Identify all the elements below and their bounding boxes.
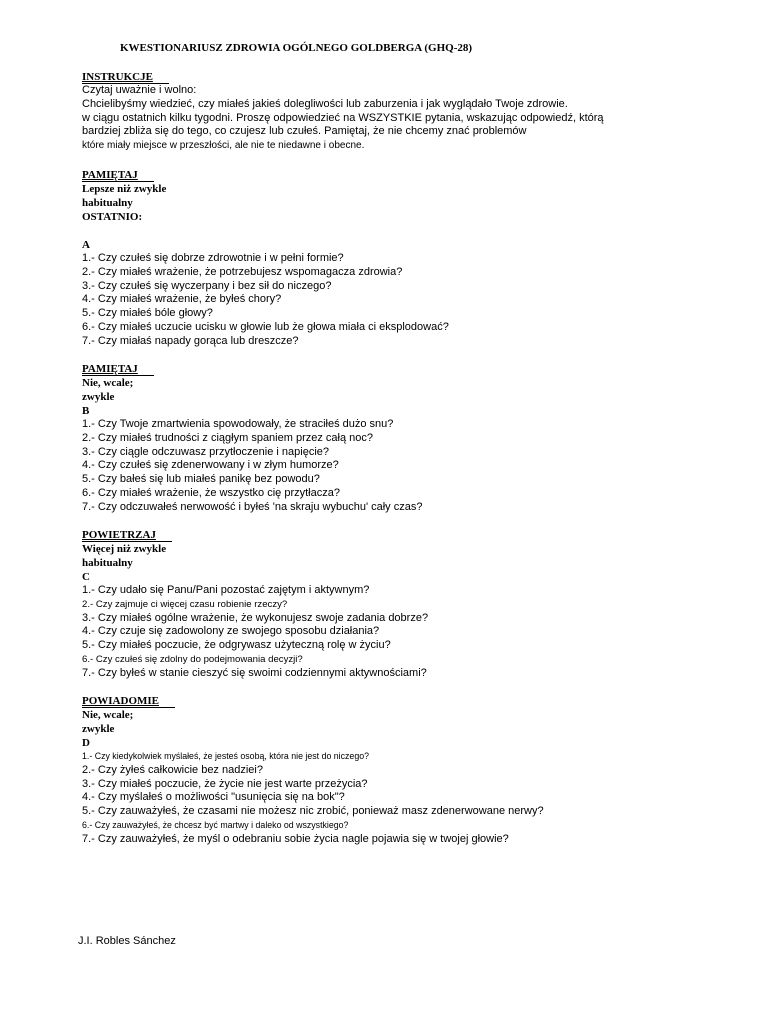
section-c: [82, 528, 428, 681]
section-heading: PAMIĘTAJ: [82, 169, 154, 182]
section-label: habitualny: [82, 197, 133, 209]
section-label: Nie, wcale;: [82, 709, 134, 721]
question-item: 1.- Czy udało się Panu/Pani pozostać zajętym i aktywnym?: [82, 584, 370, 596]
section-label: Więcej niż zwykle: [82, 543, 167, 555]
question-item: 6.- Czy miałeś wrażenie, że wszystko cię przytłacza?: [82, 486, 340, 499]
instruction-line: Czytaj uważnie i wolno:: [82, 84, 197, 96]
question-item: 1.- Czy czułeś się dobrze zdrowotnie i w pełni formie?: [82, 252, 344, 264]
question-item: 2.- Czy żyłeś całkowicie bez nadziei?: [82, 763, 263, 776]
instruction-line: bardziej zbliża się do tego, co czujesz lub czułeś. Pamiętaj, że nie chcemy znać problemów: [82, 125, 527, 138]
question-item: 5.- Czy miałeś bóle głowy?: [82, 307, 213, 320]
question-item: 6.- Czy zauważyłeś, że chcesz być martwy i daleko od wszystkiego?: [82, 819, 349, 830]
instruction-line: Chcielibyśmy wiedzieć, czy miałeś jakieś dolegliwości lub zaburzenia i jak wyglądało Twoje zdrowie.: [82, 97, 568, 110]
instructions-heading: INSTRUKCJE: [82, 71, 169, 84]
question-item: 4.- Czy myślałeś o możliwości "usunięcia się na bok"?: [82, 791, 345, 804]
question-item: 3.- Czy miałeś ogólne wrażenie, że wykonujesz swoje zadania dobrze?: [82, 611, 429, 624]
section-heading: POWIADOMIE: [82, 695, 175, 708]
section-letter: C: [82, 571, 90, 583]
section-label: Nie, wcale;: [82, 377, 134, 389]
question-item: 2.- Czy miałeś trudności z ciągłym spaniem przez całą noc?: [82, 431, 374, 444]
section-letter: B: [82, 405, 90, 417]
author-footer: J.I. Robles Sánchez: [78, 935, 176, 947]
instruction-line: w ciągu ostatnich kilku tygodni. Proszę odpowiedzieć na WSZYSTKIE pytania, wskazując odpowiedź, którą: [82, 111, 604, 124]
question-item: 4.- Czy czuje się zadowolony ze swojego sposobu działania?: [82, 625, 380, 638]
section-label: Lepsze niż zwykle: [82, 183, 167, 195]
question-item: 4.- Czy miałeś wrażenie, że byłeś chory?: [82, 293, 282, 306]
section-b: [82, 362, 422, 515]
section-label: zwykle: [82, 391, 115, 403]
question-item: 7.- Czy miałaś napady gorąca lub dreszcze?: [82, 334, 299, 347]
question-item: 1.- Czy Twoje zmartwienia spowodowały, że straciłeś dużo snu?: [82, 418, 394, 430]
section-label: zwykle: [82, 723, 115, 735]
question-item: 3.- Czy czułeś się wyczerpany i bez sił do niczego?: [82, 279, 332, 292]
section-heading: POWIETRZAJ: [82, 529, 172, 542]
section-d: [82, 694, 544, 847]
section-letter: A: [82, 239, 90, 251]
question-item: 6.- Czy miałeś uczucie ucisku w głowie lub że głowa miała ci eksplodować?: [82, 320, 449, 333]
question-item: 5.- Czy zauważyłeś, że czasami nie możesz nic zrobić, ponieważ masz zdenerwowane nerwy?: [82, 805, 544, 818]
question-item: 4.- Czy czułeś się zdenerwowany i w złym humorze?: [82, 459, 339, 472]
question-item: 2.- Czy miałeś wrażenie, że potrzebujesz wspomagacza zdrowia?: [82, 265, 403, 278]
question-item: 3.- Czy ciągle odczuwasz przytłoczenie i napięcie?: [82, 445, 330, 458]
section-letter: D: [82, 737, 90, 749]
question-item: 7.- Czy odczuwałeś nerwowość i byłeś 'na skraju wybuchu' cały czas?: [82, 500, 423, 513]
question-item: 3.- Czy miałeś poczucie, że życie nie jest warte przeżycia?: [82, 777, 368, 790]
question-item: 2.- Czy zajmuje ci więcej czasu robienie rzeczy?: [82, 598, 288, 610]
question-item: 7.- Czy zauważyłeś, że myśl o odebraniu sobie życia nagle pojawia się w twojej głowie?: [82, 832, 509, 845]
instructions-block: [82, 70, 604, 153]
document-title: KWESTIONARIUSZ ZDROWIA OGÓLNEGO GOLDBERGA (GHQ-28): [120, 42, 473, 54]
section-label: habitualny: [82, 557, 133, 569]
section-heading: PAMIĘTAJ: [82, 363, 154, 376]
section-label: OSTATNIO:: [82, 211, 143, 223]
question-item: 1.- Czy kiedykolwiek myślałeś, że jesteś osobą, która nie jest do niczego?: [82, 751, 370, 761]
instruction-line: które miały miejsce w przeszłości, ale nie te niedawne i obecne.: [82, 140, 365, 152]
question-item: 5.- Czy bałeś się lub miałeś panikę bez powodu?: [82, 473, 320, 486]
question-item: 7.- Czy byłeś w stanie cieszyć się swoimi codziennymi aktywnościami?: [82, 666, 427, 679]
section-a: [82, 168, 449, 349]
question-item: 6.- Czy czułeś się zdolny do podejmowania decyzji?: [82, 653, 303, 665]
question-item: 5.- Czy miałeś poczucie, że odgrywasz użyteczną rolę w życiu?: [82, 639, 391, 652]
